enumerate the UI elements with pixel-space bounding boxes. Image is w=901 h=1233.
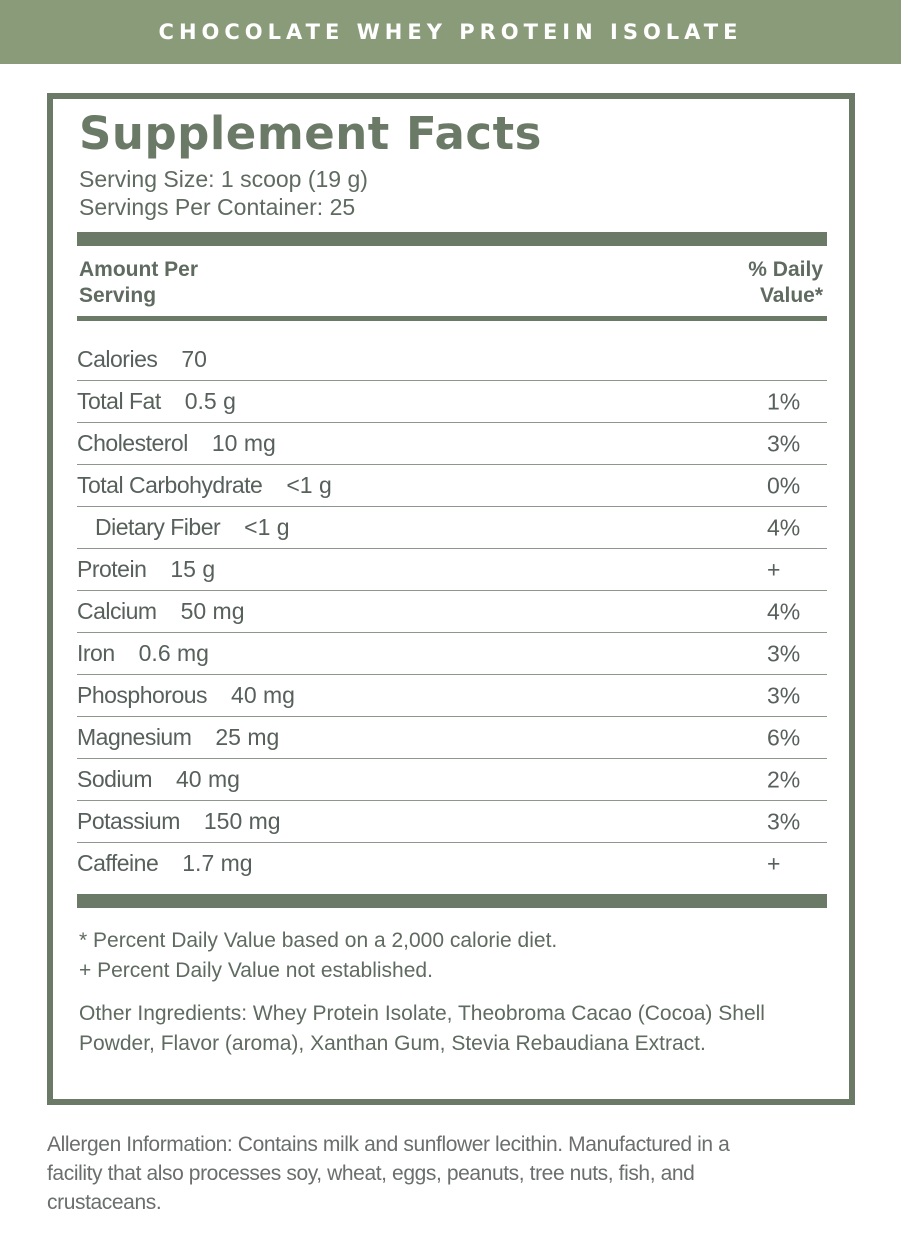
other-ingredients: Other Ingredients: Whey Protein Isolate, Theobroma Cacao (Cocoa) Shell Powder, Flavor (aroma), Xanthan Gum, Stevia Rebaudiana Extract. bbox=[79, 1002, 765, 1055]
nutrient-row bbox=[77, 507, 827, 549]
nutrient-row bbox=[77, 591, 827, 633]
nutrient-name: Dietary Fiber bbox=[95, 514, 221, 540]
nutrient-name: Magnesium bbox=[77, 724, 192, 750]
daily-value-percent: 2% bbox=[767, 766, 801, 792]
daily-value-percent: 3% bbox=[767, 430, 801, 456]
nutrient-row bbox=[77, 339, 827, 381]
footnote-not-established: + Percent Daily Value not established. bbox=[79, 959, 433, 982]
daily-value-percent: 1% bbox=[767, 388, 801, 414]
nutrient-name: Total Carbohydrate bbox=[77, 472, 263, 498]
nutrient-name: Total Fat bbox=[77, 388, 161, 414]
nutrient-amount: 40 mg bbox=[175, 766, 240, 792]
thick-divider-bottom bbox=[77, 894, 827, 908]
facts-title: Supplement Facts bbox=[79, 107, 542, 160]
footnote-daily-value: * Percent Daily Value based on a 2,000 calorie diet. bbox=[79, 929, 558, 952]
nutrient-amount: 0.5 g bbox=[184, 388, 236, 414]
supplement-facts-panel bbox=[47, 93, 855, 1105]
product-banner bbox=[0, 0, 901, 64]
daily-value-percent: 0% bbox=[767, 472, 801, 498]
nutrient-name: Potassium bbox=[77, 808, 180, 834]
daily-value-header: % Daily Value* bbox=[748, 258, 823, 307]
nutrient-name: Caffeine bbox=[77, 850, 159, 876]
nutrient-row bbox=[77, 381, 827, 423]
nutrient-amount: <1 g bbox=[244, 514, 290, 540]
nutrient-amount: 10 mg bbox=[211, 430, 276, 456]
nutrient-amount: 50 mg bbox=[180, 598, 245, 624]
nutrient-name: Calories bbox=[77, 346, 158, 372]
nutrient-name: Protein bbox=[77, 556, 147, 582]
nutrient-amount: 0.6 mg bbox=[138, 640, 209, 666]
nutrient-amount: 40 mg bbox=[231, 682, 295, 708]
daily-value-percent: 6% bbox=[767, 724, 801, 750]
daily-value-percent: 4% bbox=[767, 598, 801, 624]
nutrient-row bbox=[77, 675, 827, 717]
nutrient-row bbox=[77, 717, 827, 759]
daily-value-percent: + bbox=[767, 850, 781, 876]
nutrient-name: Cholesterol bbox=[77, 430, 188, 456]
nutrient-name: Iron bbox=[77, 640, 115, 666]
product-name: CHOCOLATE WHEY PROTEIN ISOLATE bbox=[158, 20, 743, 44]
nutrient-amount: 1.7 mg bbox=[182, 850, 253, 876]
header-divider bbox=[77, 316, 827, 321]
daily-value-percent: 3% bbox=[767, 808, 801, 834]
daily-value-percent: 4% bbox=[767, 514, 801, 540]
nutrient-rows bbox=[77, 339, 827, 884]
nutrient-row bbox=[77, 633, 827, 675]
nutrient-name: Phosphorous bbox=[77, 682, 208, 708]
nutrient-row bbox=[77, 423, 827, 465]
nutrient-amount: 150 mg bbox=[203, 808, 281, 834]
daily-value-percent: 3% bbox=[767, 640, 801, 666]
nutrient-row bbox=[77, 843, 827, 884]
nutrient-row bbox=[77, 465, 827, 507]
nutrient-name: Calcium bbox=[77, 598, 157, 624]
nutrient-amount: 15 g bbox=[170, 556, 216, 582]
allergen-information: Allergen Information: Contains milk and sunflower lecithin. Manufactured in a facility that also processes soy, wheat, eggs, peanuts, tree nuts, fish, and crustaceans. bbox=[47, 1133, 730, 1214]
nutrient-row bbox=[77, 759, 827, 801]
nutrient-name: Sodium bbox=[77, 766, 152, 792]
nutrient-row bbox=[77, 801, 827, 843]
amount-per-serving-header: Amount Per Serving bbox=[79, 258, 199, 307]
nutrient-amount: <1 g bbox=[286, 472, 332, 498]
nutrient-amount: 70 bbox=[181, 346, 207, 372]
serving-size: Serving Size: 1 scoop (19 g) bbox=[79, 166, 368, 192]
daily-value-percent: 3% bbox=[767, 682, 801, 708]
nutrient-row bbox=[77, 549, 827, 591]
nutrient-amount: 25 mg bbox=[215, 724, 280, 750]
thick-divider-top bbox=[77, 232, 827, 246]
servings-per-container: Servings Per Container: 25 bbox=[79, 194, 356, 220]
daily-value-percent: + bbox=[767, 556, 781, 582]
